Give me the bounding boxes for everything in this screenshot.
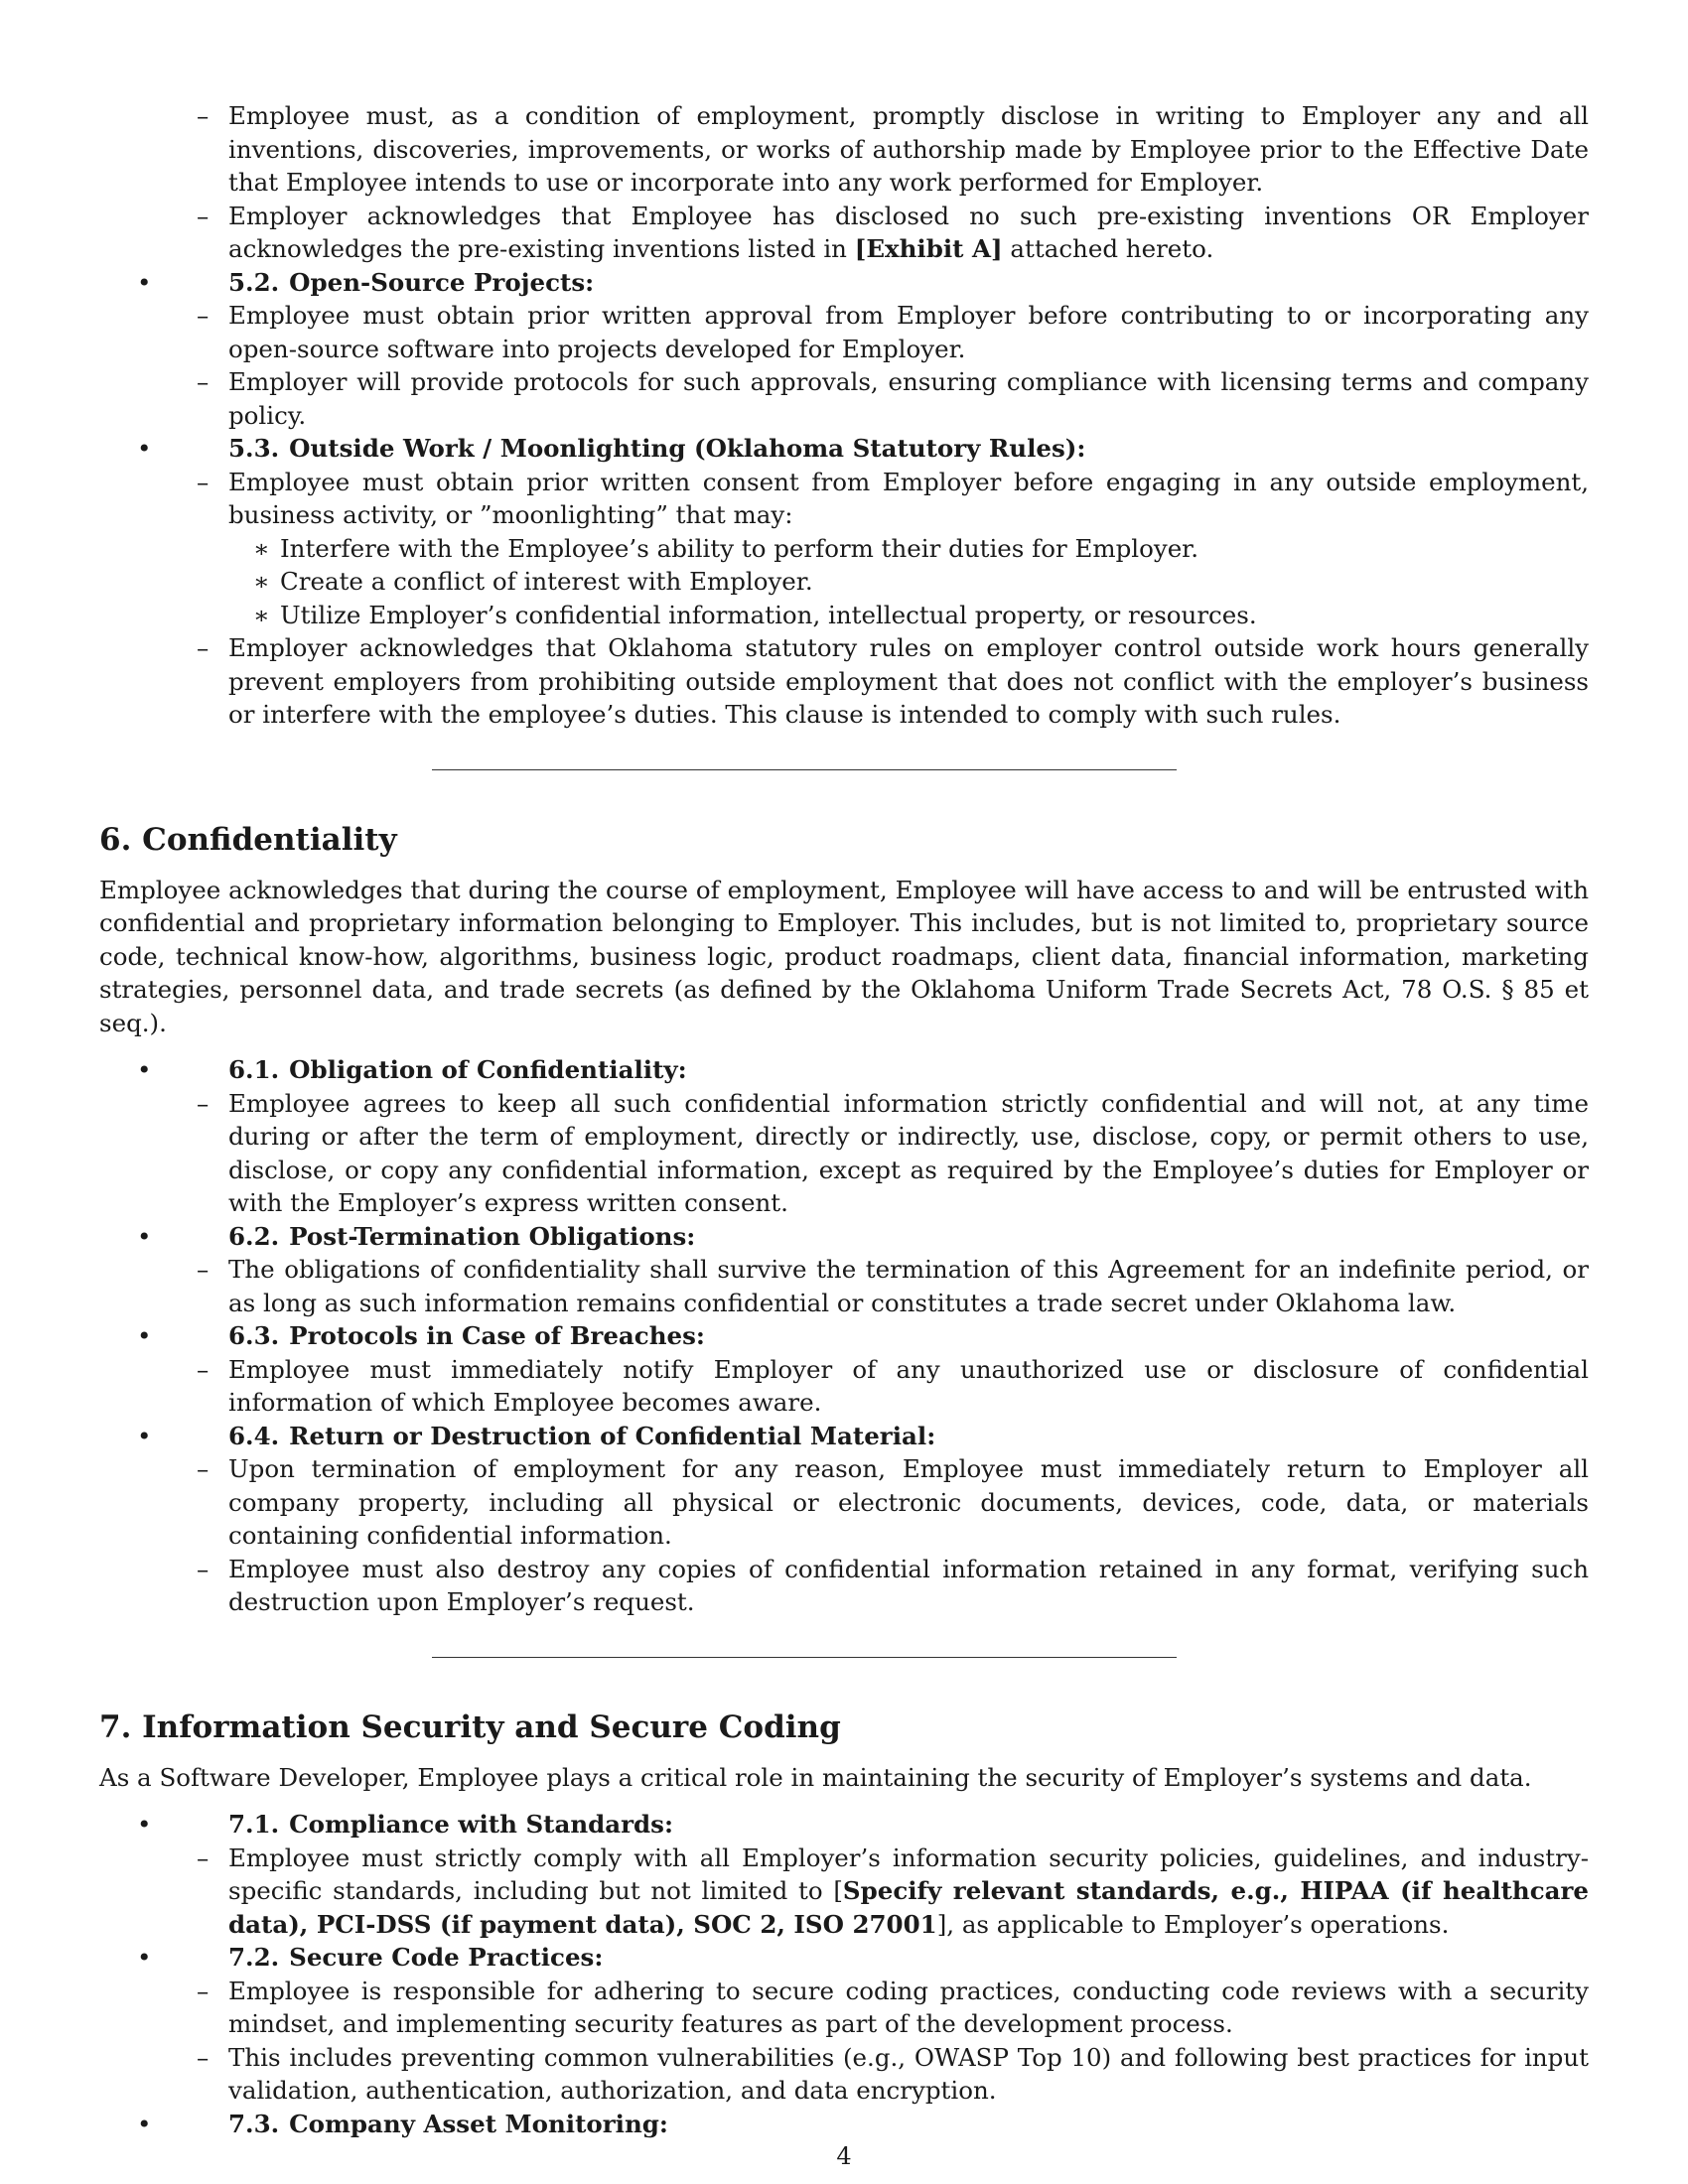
dash-marker: –: [197, 301, 210, 330]
subsection-number: 5.3.: [228, 434, 280, 463]
list-item: [99, 1353, 1589, 1420]
section-intro: As a Software Developer, Employee plays a critical role in maintaining the security of Employer’s systems and data.: [99, 1762, 1532, 1792]
section-heading-confidentiality: 6. Confidentiality: [99, 821, 397, 858]
item-text: Employer acknowledges that Oklahoma statutory rules on employer control outside work hours generally prevent employers from prohibiting outside employment that does not conflict with the employer’s business or interfere with the employee’s duties. This clause is intended to comply with such rules.: [228, 633, 1589, 729]
subsection-title: Secure Code Practices:: [289, 1943, 604, 1972]
asterisk-marker: ∗: [253, 567, 270, 596]
list-item: [99, 1842, 1589, 1942]
subsection-number: 6.1.: [228, 1055, 280, 1084]
item-text: attached hereto.: [1002, 234, 1214, 263]
item-text: Employee must, as a condition of employment, promptly disclose in writing to Employer any and all inventions, discoveries, improvements, or works of authorship made by Employee prior to the Effective Date that Employee intends to use or incorporate into any work performed for Employer.: [228, 101, 1589, 197]
dash-marker: –: [197, 101, 210, 130]
bullet-marker: •: [137, 1810, 152, 1839]
item-text: Employee must also destroy any copies of confidential information retained in any format, verifying such destruction upon Employer’s request.: [228, 1554, 1589, 1616]
subsection-7-1: [99, 1808, 1589, 1842]
subsection-number: 7.2.: [228, 1943, 280, 1972]
exhibit-reference: [Exhibit A]: [854, 234, 1003, 263]
item-text: This includes preventing common vulnerabilities (e.g., OWASP Top 10) and following best practices for input validation, authentication, authorization, and data encryption.: [228, 2042, 1589, 2105]
list-item: [99, 1553, 1589, 1619]
dash-marker: –: [197, 2042, 210, 2072]
list-item: [99, 99, 1589, 200]
item-text: Create a conflict of interest with Employer.: [280, 567, 813, 596]
subsection-number: 5.2.: [228, 267, 280, 297]
subsection-6-1: [99, 1053, 1589, 1087]
dash-marker: –: [197, 467, 210, 496]
list-item: [99, 1087, 1589, 1220]
list-item: [99, 1452, 1589, 1553]
item-text: Employee must obtain prior written approval from Employer before contributing to or incorporating any open-source software into projects developed for Employer.: [228, 301, 1589, 363]
page-content: [99, 99, 1589, 2140]
subsection-title: Return or Destruction of Confidential Material:: [289, 1421, 936, 1450]
list-item: [99, 2041, 1589, 2108]
page-number: 4: [836, 2142, 852, 2170]
section-divider: [432, 769, 1177, 770]
list-item: [99, 466, 1589, 532]
item-text: ], as applicable to Employer’s operations.: [936, 1909, 1450, 1939]
subsection-5-2: [99, 266, 1589, 300]
item-text: Employee agrees to keep all such confidential information strictly confidential and will not, at any time during or after the term of employment, directly or indirectly, use, disclose, copy, or permit others to use, disclose, or copy any confidential information, except as required by the Employee’s duties for Employer or with the Employer’s express written consent.: [228, 1088, 1589, 1217]
subsection-7-3: [99, 2108, 1589, 2141]
dash-marker: –: [197, 1554, 210, 1583]
bullet-marker: •: [137, 2109, 152, 2138]
subsection-6-2: [99, 1220, 1589, 1254]
subsection-number: 6.2.: [228, 1221, 280, 1251]
sub-list-item: [99, 532, 1589, 566]
bullet-marker: •: [137, 1943, 152, 1972]
dash-marker: –: [197, 1976, 210, 2005]
item-text: Employer acknowledges that Employee has disclosed no such pre-existing inventions OR Employer acknowledges the pre-existing inventions listed in: [228, 201, 1589, 263]
subsection-title: Outside Work / Moonlighting (Oklahoma Statutory Rules):: [289, 434, 1086, 463]
subsection-title: Protocols in Case of Breaches:: [289, 1321, 705, 1350]
item-text: Employee must obtain prior written consent from Employer before engaging in any outside employment, business activity, or ”moonlighting” that may:: [228, 467, 1589, 529]
bullet-marker: •: [137, 1421, 152, 1450]
subsection-title: Post-Termination Obligations:: [289, 1221, 696, 1251]
standards-placeholder: Specify relevant standards, e.g., HIPAA (if healthcare data), PCI-DSS (if payment data), SOC 2, ISO 27001: [228, 1876, 1589, 1939]
item-text: The obligations of confidentiality shall survive the termination of this Agreement for an indefinite period, or as long as such information remains confidential or constitutes a trade secret under Oklahoma law.: [228, 1255, 1589, 1317]
list-item: [99, 1253, 1589, 1319]
subsection-title: Company Asset Monitoring:: [289, 2109, 668, 2138]
dash-marker: –: [197, 201, 210, 230]
dash-marker: –: [197, 1088, 210, 1118]
bullet-marker: •: [137, 434, 152, 463]
sub-list-item: [99, 599, 1589, 632]
subsection-number: 6.4.: [228, 1421, 280, 1450]
dash-marker: –: [197, 1255, 210, 1284]
item-text: Employee is responsible for adhering to secure coding practices, conducting code reviews with a security mindset, and implementing security features as part of the development process.: [228, 1976, 1589, 2038]
item-text: Employer will provide protocols for such approvals, ensuring compliance with licensing terms and company policy.: [228, 367, 1589, 430]
asterisk-marker: ∗: [253, 533, 270, 563]
list-item: [99, 365, 1589, 432]
subsection-6-3: [99, 1319, 1589, 1353]
item-text: Employee must strictly comply with all Employer’s information security policies, guidelines, and industry-specific standards, including but not limited to [: [228, 1843, 1589, 1905]
bullet-marker: •: [137, 1321, 152, 1350]
section-heading-information-security: 7. Information Security and Secure Coding: [99, 1708, 841, 1745]
subsection-6-4: [99, 1420, 1589, 1453]
dash-marker: –: [197, 1843, 210, 1872]
bullet-marker: •: [137, 1055, 152, 1084]
subsection-5-3: [99, 432, 1589, 466]
bullet-marker: •: [137, 1221, 152, 1251]
subsection-title: Compliance with Standards:: [289, 1810, 674, 1839]
subsection-7-2: [99, 1941, 1589, 1975]
item-text: Upon termination of employment for any reason, Employee must immediately return to Employer all company property, including all physical or electronic documents, devices, code, data, or materials containing confidential information.: [228, 1454, 1589, 1550]
subsection-number: 6.3.: [228, 1321, 280, 1350]
list-item: [99, 631, 1589, 732]
list-item: [99, 299, 1589, 365]
dash-marker: –: [197, 367, 210, 396]
item-text: Utilize Employer’s confidential information, intellectual property, or resources.: [280, 600, 1257, 629]
section-divider: [432, 1657, 1177, 1658]
subsection-title: Open-Source Projects:: [289, 267, 595, 297]
sub-list-item: [99, 565, 1589, 599]
list-item: [99, 1975, 1589, 2041]
bullet-marker: •: [137, 267, 152, 297]
dash-marker: –: [197, 633, 210, 662]
list-item: [99, 200, 1589, 266]
subsection-number: 7.1.: [228, 1810, 280, 1839]
dash-marker: –: [197, 1354, 210, 1384]
subsection-title: Obligation of Confidentiality:: [289, 1055, 687, 1084]
item-text: Employee must immediately notify Employer of any unauthorized use or disclosure of confidential information of which Employee becomes aware.: [228, 1354, 1589, 1417]
item-text: Interfere with the Employee’s ability to perform their duties for Employer.: [280, 533, 1198, 563]
section-intro: Employee acknowledges that during the course of employment, Employee will have access to and will be entrusted with confidential and proprietary information belonging to Employer. This includes, but is not limited to, proprietary source code, technical know-how, algorithms, business logic, product roadmaps, client data, financial information, marketing strategies, personnel data, and trade secrets (as defined by the Oklahoma Uniform Trade Secrets Act, 78 O.S. § 85 et seq.).: [99, 875, 1589, 1037]
subsection-number: 7.3.: [228, 2109, 280, 2138]
asterisk-marker: ∗: [253, 600, 270, 629]
dash-marker: –: [197, 1454, 210, 1483]
